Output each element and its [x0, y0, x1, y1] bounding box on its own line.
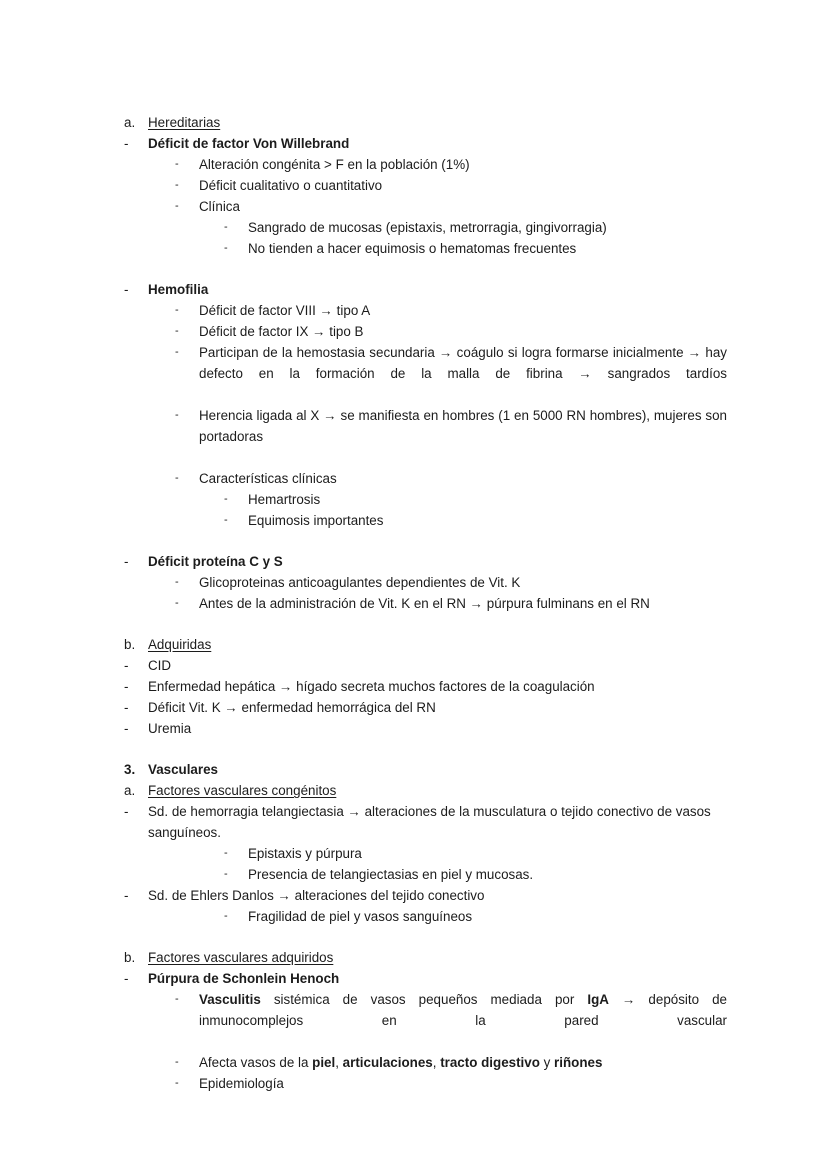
list-item-text: Clínica [199, 199, 240, 214]
emphasis-tracto-digestivo: tracto digestivo [440, 1055, 540, 1070]
text-run: , [335, 1055, 343, 1070]
list-item-text: Presencia de telangiectasias en piel y mucosas. [248, 867, 534, 882]
dash-icon: - [175, 158, 179, 170]
dash-icon: - [175, 179, 179, 191]
dash-icon: - [175, 409, 179, 421]
list-item-factores-adquiridos [124, 947, 727, 968]
document-body [124, 112, 727, 1094]
list-item-text: Herencia ligada al X → se manifiesta en hombres (1 en 5000 RN hombres), mujeres son portadoras [199, 408, 727, 444]
section-label-vasculares: Vasculares [148, 762, 218, 777]
dash-icon: - [224, 514, 228, 526]
dash-icon: - [175, 325, 179, 337]
list-item [124, 405, 727, 468]
list-item-text: Sangrado de mucosas (epistaxis, metrorragia, gingivorragia) [248, 220, 607, 235]
list-item [124, 217, 727, 238]
heading-schonlein-henoch: Púrpura de Schonlein Henoch [148, 971, 340, 986]
dash-icon: - [124, 658, 129, 673]
paragraph-spacer [124, 259, 727, 279]
section-label-factores-adquiridos: Factores vasculares adquiridos [148, 950, 334, 965]
list-item-text: No tienden a hacer equimosis o hematomas frecuentes [248, 241, 577, 256]
text-run: → depósito de inmunocomplejos en la pared vascular [199, 992, 727, 1028]
emphasis-vasculitis: Vasculitis [199, 992, 261, 1007]
paragraph-spacer [124, 531, 727, 551]
list-item-text: Déficit cualitativo o cuantitativo [199, 178, 383, 193]
list-item [124, 697, 727, 718]
dash-icon: - [224, 847, 228, 859]
dash-icon: - [175, 304, 179, 316]
text-run: sistémica de vasos pequeños mediada por [260, 992, 588, 1007]
dash-icon: - [124, 721, 129, 736]
list-item-text: Sd. de Ehlers Danlos → alteraciones del tejido conectivo [148, 888, 485, 903]
list-item-von-willebrand [124, 133, 727, 154]
list-marker-letter: a. [124, 115, 136, 130]
list-item [124, 676, 727, 697]
dash-icon: - [124, 804, 129, 819]
list-item [124, 718, 727, 739]
list-item-text: Enfermedad hepática → hígado secreta muchos factores de la coagulación [148, 679, 595, 694]
list-item [124, 572, 727, 593]
list-item-text: Déficit de factor IX → tipo B [199, 324, 364, 339]
dash-icon: - [175, 576, 179, 588]
list-item-hemofilia [124, 279, 727, 300]
text-run: y [539, 1055, 555, 1070]
text-run: Afecta vasos de la [199, 1055, 313, 1070]
list-item-text: Glicoproteinas anticoagulantes dependientes de Vit. K [199, 575, 521, 590]
list-item [124, 321, 727, 342]
list-item [124, 843, 727, 864]
dash-icon: - [224, 493, 228, 505]
list-item [124, 196, 727, 217]
list-marker-letter: b. [124, 637, 136, 652]
list-item [124, 468, 727, 489]
list-item-afecta-vasos [124, 1052, 727, 1073]
list-item-adquiridas [124, 634, 727, 655]
paragraph-spacer [124, 739, 727, 759]
list-marker-number: 3. [124, 762, 136, 777]
dash-icon: - [124, 136, 129, 151]
dash-icon: - [224, 221, 228, 233]
list-item-text: Antes de la administración de Vit. K en el RN → púrpura fulminans en el RN [199, 596, 650, 611]
list-item-ehlers-danlos [124, 885, 727, 906]
list-item-text: Epidemiología [199, 1076, 284, 1091]
list-item-text: Déficit de factor VIII → tipo A [199, 303, 371, 318]
section-label-adquiridas: Adquiridas [148, 637, 212, 652]
list-item [124, 175, 727, 196]
text-run: , [432, 1055, 441, 1070]
list-item-text: Uremia [148, 721, 192, 736]
list-item-text: Participan de la hemostasia secundaria → coágulo si logra formarse inicialmente → hay defecto en la formación de la malla de fibrina → sangrados tardíos [199, 345, 727, 381]
dash-icon: - [224, 910, 228, 922]
paragraph-spacer [124, 927, 727, 947]
heading-von-willebrand: Déficit de factor Von Willebrand [148, 136, 350, 151]
list-item-schonlein-henoch [124, 968, 727, 989]
emphasis-rinones: riñones [554, 1055, 603, 1070]
list-item-telangiectasia [124, 801, 727, 843]
list-item-text: Déficit Vit. K → enfermedad hemorrágica del RN [148, 700, 436, 715]
list-item [124, 864, 727, 885]
list-item-text: Fragilidad de piel y vasos sanguíneos [248, 909, 473, 924]
list-item-text: Características clínicas [199, 471, 337, 486]
list-marker-letter: b. [124, 950, 136, 965]
dash-icon: - [124, 971, 129, 986]
section-label-factores-congenitos: Factores vasculares congénitos [148, 783, 337, 798]
list-item [124, 510, 727, 531]
dash-icon: - [175, 1056, 179, 1068]
dash-icon: - [124, 888, 129, 903]
dash-icon: - [175, 346, 179, 358]
list-item-text: CID [148, 658, 172, 673]
dash-icon: - [124, 554, 129, 569]
list-item [124, 593, 727, 614]
emphasis-iga: IgA [587, 992, 609, 1007]
list-item [124, 154, 727, 175]
list-item-proteina-cs [124, 551, 727, 572]
list-marker-letter: a. [124, 783, 136, 798]
dash-icon: - [124, 282, 129, 297]
emphasis-piel: piel [312, 1055, 336, 1070]
emphasis-articulaciones: articulaciones [342, 1055, 433, 1070]
list-item-text [199, 989, 727, 1052]
list-item [124, 489, 727, 510]
list-item-vasculitis [124, 989, 727, 1052]
paragraph-spacer [124, 614, 727, 634]
dash-icon: - [124, 679, 129, 694]
heading-proteina-cs: Déficit proteína C y S [148, 554, 283, 569]
heading-hemofilia: Hemofilia [148, 282, 209, 297]
dash-icon: - [175, 597, 179, 609]
list-item [124, 300, 727, 321]
dash-icon: - [175, 993, 179, 1005]
list-item-epidemiologia [124, 1073, 727, 1094]
list-item-text [199, 1052, 727, 1073]
dash-icon: - [175, 472, 179, 484]
list-item-text: Hemartrosis [248, 492, 321, 507]
list-item-factores-congenitos [124, 780, 727, 801]
list-item-text: Alteración congénita > F en la población (1%) [199, 157, 470, 172]
dash-icon: - [124, 700, 129, 715]
dash-icon: - [175, 200, 179, 212]
list-item [124, 655, 727, 676]
list-item [124, 342, 727, 405]
section-label-hereditarias: Hereditarias [148, 115, 221, 130]
dash-icon: - [224, 868, 228, 880]
list-item-text: Equimosis importantes [248, 513, 384, 528]
dash-icon: - [224, 242, 228, 254]
dash-icon: - [175, 1077, 179, 1089]
list-item-hereditarias [124, 112, 727, 133]
list-item [124, 238, 727, 259]
list-item-text: Sd. de hemorragia telangiectasia → alteraciones de la musculatura o tejido conectivo de vasos sanguíneos. [148, 804, 711, 840]
list-item-text: Epistaxis y púrpura [248, 846, 362, 861]
list-item [124, 906, 727, 927]
list-item-vasculares [124, 759, 727, 780]
